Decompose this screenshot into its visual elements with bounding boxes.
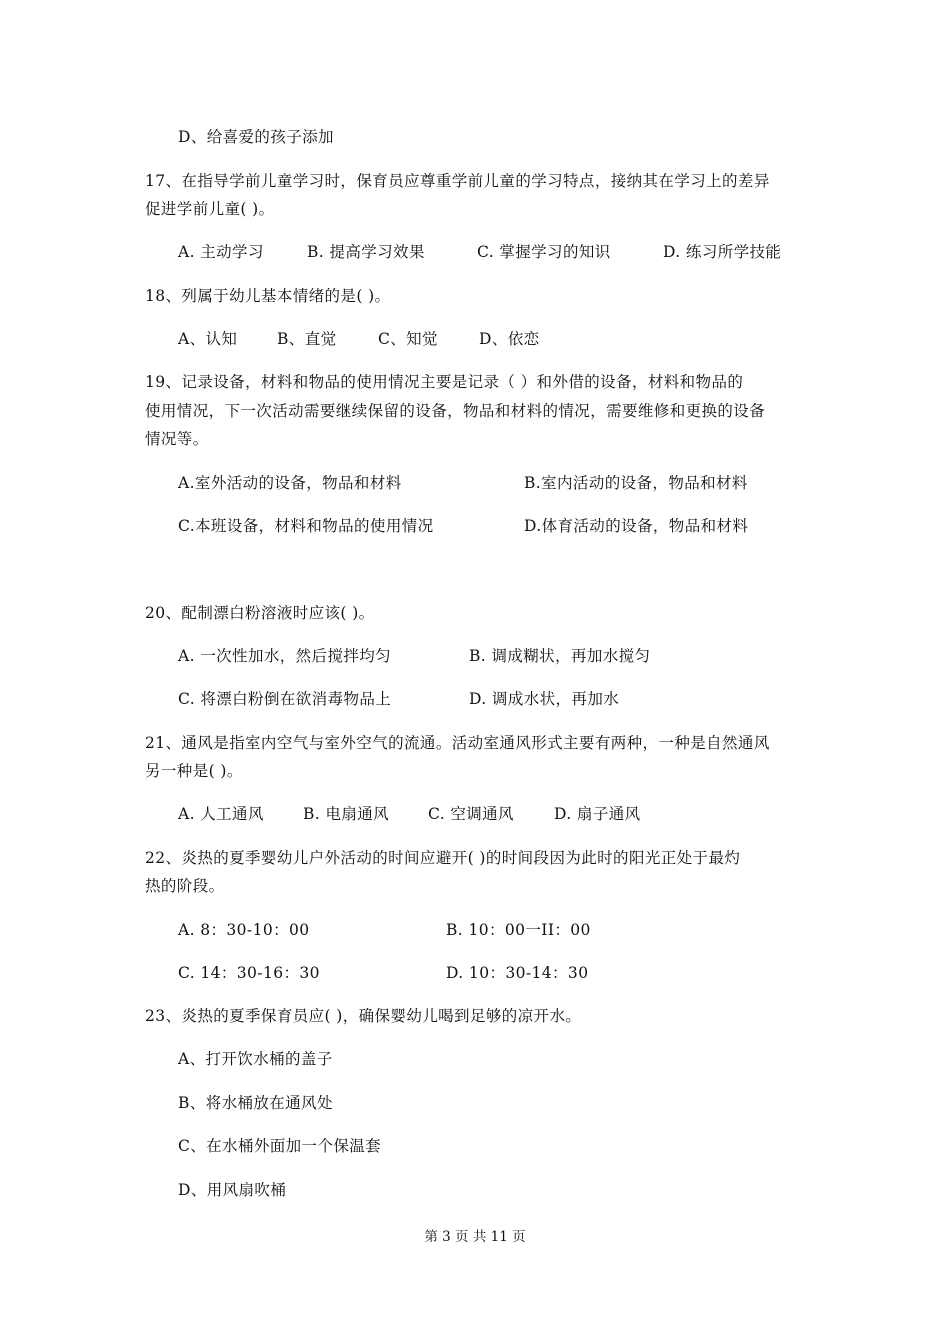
q19-text-line3: 情况等。 — [145, 430, 209, 448]
q21-option-d: D. 扇子通风 — [554, 805, 641, 823]
q23-option-c: C、在水桶外面加一个保温套 — [178, 1137, 382, 1155]
q22-text-line1: 22、炎热的夏季婴幼儿户外活动的时间应避开( )的时间段因为此时的阳光正处于最灼 — [145, 849, 741, 867]
q21-text-line2: 另一种是( )。 — [145, 762, 243, 780]
q20-option-a: A. 一次性加水，然后搅拌均匀 — [178, 647, 392, 665]
q21-option-c: C. 空调通风 — [428, 805, 514, 823]
q17-text-line1: 17、在指导学前儿童学习时，保育员应尊重学前儿童的学习特点，接纳其在学习上的差异 — [145, 172, 770, 190]
q17-option-a: A. 主动学习 — [178, 243, 264, 261]
q22-option-a: A. 8：30-10：00 — [178, 921, 310, 939]
q22-option-b: B. 10：00一II：00 — [446, 921, 591, 939]
q18-option-d: D、依恋 — [479, 330, 540, 348]
q22-option-c: C. 14：30-16：30 — [178, 964, 320, 982]
q17-option-b: B. 提高学习效果 — [307, 243, 425, 261]
q19-text-line1: 19、记录设备，材料和物品的使用情况主要是记录（ ）和外借的设备，材料和物品的 — [145, 373, 744, 391]
q23-text: 23、炎热的夏季保育员应( )，确保婴幼儿喝到足够的凉开水。 — [145, 1007, 582, 1025]
q18-text: 18、列属于幼儿基本情绪的是( )。 — [145, 287, 391, 305]
q20-option-d: D. 调成水状，再加水 — [469, 690, 620, 708]
q18-option-c: C、知觉 — [378, 330, 438, 348]
q16-option-d: D、给喜爱的孩子添加 — [178, 128, 334, 146]
q20-text: 20、配制漂白粉溶液时应该( )。 — [145, 604, 375, 622]
q19-text-line2: 使用情况，下一次活动需要继续保留的设备，物品和材料的情况，需要维修和更换的设备 — [145, 402, 766, 420]
q22-text-line2: 热的阶段。 — [145, 877, 225, 895]
q18-option-b: B、直觉 — [277, 330, 337, 348]
page-footer: 第 3 页 共 11 页 — [424, 1229, 526, 1245]
q21-options — [178, 804, 641, 824]
q23-option-d: D、用风扇吹桶 — [178, 1181, 287, 1199]
q23-option-b: B、将水桶放在通风处 — [178, 1094, 333, 1112]
q21-option-b: B. 电扇通风 — [303, 805, 390, 823]
q18-option-a: A、认知 — [178, 330, 238, 348]
q20-option-c: C. 将漂白粉倒在欲消毒物品上 — [178, 690, 392, 708]
q17-options — [178, 242, 781, 262]
q20-option-b: B. 调成糊状，再加水搅匀 — [469, 647, 651, 665]
q19-option-a: A.室外活动的设备，物品和材料 — [178, 474, 402, 492]
q21-option-a: A. 人工通风 — [178, 805, 264, 823]
q19-option-c: C.本班设备，材料和物品的使用情况 — [178, 517, 434, 535]
q17-option-c: C. 掌握学习的知识 — [477, 243, 611, 261]
q22-option-d: D. 10：30-14：30 — [446, 964, 589, 982]
q19-option-b: B.室内活动的设备，物品和材料 — [524, 474, 748, 492]
q23-option-a: A、打开饮水桶的盖子 — [178, 1050, 333, 1068]
q17-option-d: D. 练习所学技能 — [663, 243, 782, 261]
q17-text-line2: 促进学前儿童( )。 — [145, 200, 275, 218]
q21-text-line1: 21、通风是指室内空气与室外空气的流通。活动室通风形式主要有两种，一种是自然通风 — [145, 734, 770, 752]
q19-option-d: D.体育活动的设备，物品和材料 — [524, 517, 749, 535]
q18-options — [178, 329, 540, 349]
